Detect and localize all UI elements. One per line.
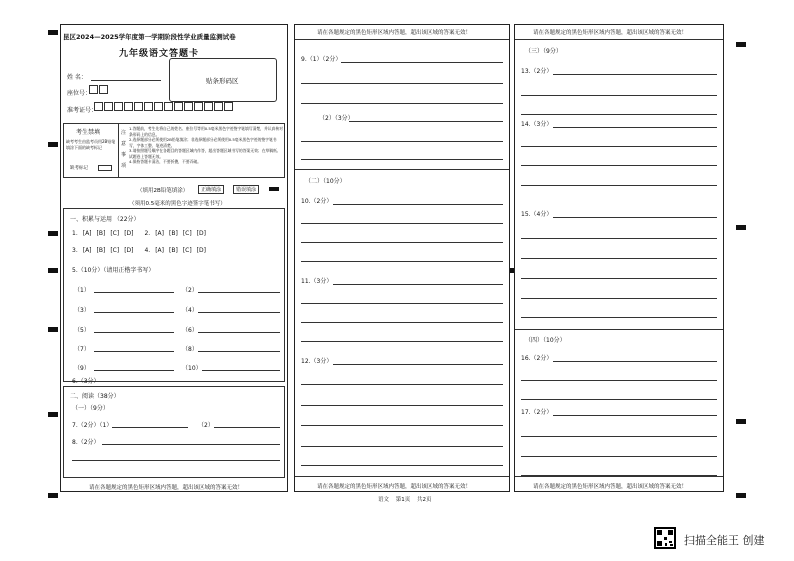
section1-title: 一、积累与运用 （22分）	[70, 216, 140, 223]
footer-page: 第1页	[395, 497, 411, 503]
blank-line[interactable]	[198, 312, 280, 313]
answer-line[interactable]	[301, 103, 503, 104]
notice-item: 4.保持答题卡清洁，不要折叠，不要弄破。	[129, 159, 201, 164]
answer-line[interactable]	[521, 298, 717, 299]
q7b-label: （2）	[198, 422, 214, 429]
answer-line[interactable]	[521, 456, 717, 457]
registration-mark	[48, 493, 58, 498]
blank-label: （3）	[74, 307, 90, 314]
part2-label: （二）（10分）	[305, 178, 346, 185]
blank-line[interactable]	[198, 332, 280, 333]
answer-line[interactable]	[301, 446, 503, 447]
answer-line[interactable]	[87, 381, 281, 382]
answer-line[interactable]	[214, 427, 280, 428]
answer-line[interactable]	[301, 242, 503, 243]
seat-field[interactable]	[89, 85, 109, 94]
blank-line[interactable]	[94, 332, 174, 333]
q12-label: 12.（3分）	[301, 358, 333, 365]
q16-label: 16.（2分）	[521, 355, 553, 362]
answer-line[interactable]	[521, 278, 717, 279]
col2-warning-bottom: 请在各题规定的黑色矩形区域内答题，超出该区域的答案无效！	[317, 484, 472, 490]
notice-side-label: 注意事项	[121, 130, 127, 169]
footer-subject: 语文	[378, 497, 390, 503]
notice-item: 3.请按照题号顺序在各题目的答题区域内作答，超出答题区域书写的答案无效；在草稿纸、试题卷上答题无效。	[129, 148, 281, 159]
missing-label: 缺考标记	[70, 166, 88, 171]
blank-label: （8）	[182, 346, 198, 353]
answer-line[interactable]	[301, 141, 503, 142]
answer-line[interactable]	[553, 415, 717, 416]
answer-line[interactable]	[301, 322, 503, 323]
qr-code-icon	[654, 527, 676, 549]
q9-label: 9.（1）（2分）	[301, 56, 342, 63]
blank-label: （10）	[182, 365, 202, 372]
section2-box	[63, 386, 285, 478]
fill-sub: （须用0.5毫米的黑色字迹签字笔书写）	[129, 201, 226, 207]
answer-line[interactable]	[301, 261, 503, 262]
q8-label: 8.（2分）	[72, 439, 100, 446]
blank-label: （7）	[74, 346, 90, 353]
name-field[interactable]	[91, 80, 161, 81]
part4-label: （四）（10分）	[525, 337, 566, 344]
part3-label: （三）（9分）	[525, 48, 562, 55]
col2-warning-top: 请在各题规定的黑色矩形区域内答题，超出该区域的答案无效！	[317, 30, 472, 36]
notice-box	[63, 123, 285, 178]
blank-label: （5）	[74, 327, 90, 334]
answer-line[interactable]	[102, 444, 280, 445]
mc-row[interactable]: 3. [A] [B] [C] [D] 4. [A] [B] [C] [D]	[72, 247, 206, 254]
answer-line[interactable]	[333, 204, 503, 205]
notice-item: 1.答题前，考生先将自己的姓名、座位号等用0.5毫米黑色字迹签字笔填写清楚，并认真核对条形码上的信息。	[129, 126, 283, 137]
answer-line[interactable]	[521, 165, 717, 166]
answer-line[interactable]	[301, 341, 503, 342]
answer-line[interactable]	[301, 384, 503, 385]
answer-line[interactable]	[521, 185, 717, 186]
registration-mark	[48, 231, 58, 236]
answer-line[interactable]	[301, 223, 503, 224]
col3-warning-top: 请在各题规定的黑色矩形区域内答题，超出该区域的答案无效！	[533, 30, 688, 36]
scanner-watermark: 扫描全能王 创建	[684, 534, 765, 547]
q5-label: 5.（10分）（请用正楷字书写）	[72, 267, 155, 274]
answer-line[interactable]	[112, 427, 188, 428]
card-title: 九年级语文答题卡	[119, 49, 200, 59]
blank-line[interactable]	[202, 370, 280, 371]
answer-line[interactable]	[521, 114, 717, 115]
q10-label: 10.（2分）	[301, 198, 333, 205]
sample-right: 正确填涂	[198, 185, 224, 194]
blank-line[interactable]	[94, 292, 174, 293]
answer-line[interactable]	[521, 258, 717, 259]
exam-no-label: 准考证号：	[67, 107, 98, 114]
registration-mark	[48, 327, 58, 332]
answer-line[interactable]	[521, 95, 717, 96]
answer-line[interactable]	[301, 465, 503, 466]
answer-line[interactable]	[301, 303, 503, 304]
blank-label: （9）	[74, 365, 90, 372]
barcode-area	[169, 58, 277, 102]
q11-label: 11.（3分）	[301, 278, 333, 285]
answer-line[interactable]	[72, 460, 280, 461]
notice-item: 2.选择题部分必须使用2B铅笔填涂；非选择题部分必须使用0.5毫米黑色字迹的签字笔书写，字体工整、笔迹清楚。	[129, 137, 277, 148]
blank-label: （6）	[182, 327, 198, 334]
answer-line[interactable]	[349, 121, 503, 122]
registration-mark	[736, 419, 746, 424]
section1-box	[63, 208, 285, 385]
q17-label: 17.（2分）	[521, 409, 553, 416]
answer-line[interactable]	[521, 475, 717, 476]
answer-line[interactable]	[553, 74, 717, 75]
answer-line[interactable]	[341, 62, 503, 63]
answer-line[interactable]	[301, 405, 503, 406]
page-footer	[378, 495, 432, 503]
blank-line[interactable]	[198, 351, 280, 352]
answer-line[interactable]	[521, 380, 717, 381]
sample-filled	[269, 187, 279, 191]
col1-warning: 请在各题规定的黑色矩形区域内答题，超出该区域的答案无效！	[89, 485, 244, 491]
registration-mark	[736, 493, 746, 498]
exam-no-field[interactable]	[94, 102, 234, 111]
answer-line[interactable]	[333, 364, 503, 365]
blank-label: （2）	[182, 287, 198, 294]
seat-label: 座位号：	[67, 90, 92, 97]
column-1	[60, 24, 288, 492]
answer-line[interactable]	[333, 284, 503, 285]
section2-title: 二、阅读（38分）	[70, 393, 120, 400]
q6-label: 6.（3分）	[72, 378, 100, 385]
name-label: 姓 名：	[67, 74, 87, 81]
notice-title: 考生禁填	[76, 129, 101, 136]
q9b-label: （2）（3分）	[319, 115, 354, 122]
registration-mark	[48, 268, 58, 273]
barcode-label: 贴条形码区	[206, 77, 239, 85]
blank-line[interactable]	[94, 370, 174, 371]
q14-label: 14.（3分）	[521, 121, 553, 128]
registration-mark	[736, 42, 746, 47]
blank-label: （4）	[182, 307, 198, 314]
answer-line[interactable]	[521, 436, 717, 437]
q15-label: 15.（4分）	[521, 211, 553, 218]
answer-line[interactable]	[553, 361, 717, 362]
answer-line[interactable]	[521, 399, 717, 400]
q7-label: 7.（2分）（1）	[72, 422, 113, 429]
registration-mark	[736, 225, 746, 230]
q13-label: 13.（2分）	[521, 68, 553, 75]
answer-line[interactable]	[301, 159, 503, 160]
blank-line[interactable]	[198, 292, 280, 293]
missing-mark-box[interactable]	[98, 165, 112, 171]
answer-line[interactable]	[553, 127, 717, 128]
notice-text: 缺考考生由监考员用2B铅笔填涂下面的缺考标记	[66, 139, 116, 150]
answer-line[interactable]	[521, 317, 717, 318]
column-3	[514, 24, 724, 492]
blank-line[interactable]	[94, 312, 174, 313]
answer-line[interactable]	[521, 146, 717, 147]
section2-sub1: （一）（9分）	[72, 405, 109, 412]
blank-label: （1）	[74, 287, 90, 294]
footer-total: 共2页	[417, 497, 432, 503]
sample-wrong: 错误填涂	[233, 185, 259, 194]
exam-title: 昆区2024—2025学年度第一学期阶段性学业质量监测试卷	[63, 33, 236, 41]
answer-line[interactable]	[521, 238, 717, 239]
fill-hint: （填用2B铅笔填涂）	[137, 188, 189, 194]
blank-line[interactable]	[94, 351, 174, 352]
registration-mark	[48, 412, 58, 417]
column-2	[294, 24, 510, 492]
answer-line[interactable]	[301, 425, 503, 426]
answer-line[interactable]	[301, 83, 503, 84]
registration-mark	[48, 142, 58, 147]
registration-mark	[48, 30, 58, 35]
answer-line[interactable]	[553, 217, 717, 218]
col3-warning-bottom: 请在各题规定的黑色矩形区域内答题，超出该区域的答案无效！	[533, 484, 688, 490]
mc-row[interactable]: 1. [A] [B] [C] [D] 2. [A] [B] [C] [D]	[72, 230, 206, 237]
